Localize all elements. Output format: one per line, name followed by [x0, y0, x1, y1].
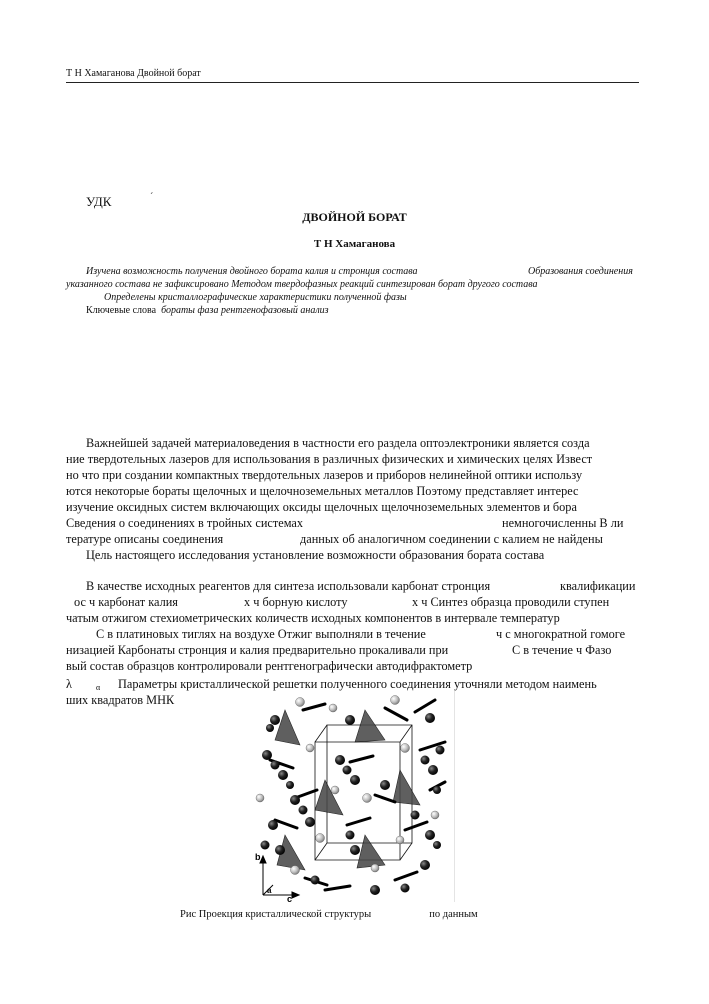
abstract-line-3: Определены кристаллографические характеристики полученной фазы: [104, 292, 407, 303]
body-p1-line-7b: данных об аналогичном соединении с калием не найдены: [300, 532, 603, 546]
body-p2-line-5b: С в течение ч Фазо: [512, 643, 612, 657]
body-p1-line-4: ются некоторые бораты щелочных и щелочноземельных металлов Поэтому представляет интерес: [66, 484, 579, 498]
udk-label: УДК: [86, 194, 112, 209]
body-p1-line-3: но что при создании компактных твердотельных лазеров и приборов нелинейной оптики использу: [66, 468, 583, 482]
abstract-line-2: указанного состава не зафиксировано Методом твердофазных реакций синтезирован борат другого состава: [66, 279, 538, 290]
body-p1-line-7a: тературе описаны соединения: [66, 532, 224, 546]
udk-mark: ´: [150, 192, 154, 203]
alpha-subscript: α: [96, 683, 101, 692]
abstract-line-1b: Образования соединения: [528, 266, 633, 277]
body-p2-line-8: ших квадратов МНК: [66, 693, 175, 707]
body-p1-line-2: ние твердотельных лазеров для использования в различных физических и химических целях Извест: [66, 452, 593, 466]
crystal-structure-figure: [255, 690, 455, 902]
figure-caption: [180, 909, 478, 920]
figure-caption-a: Рис Проекция кристаллической структуры: [180, 909, 372, 920]
body-p1-line-8: Цель настоящего исследования установление возможности образования бората состава: [86, 548, 545, 562]
header-rule: [66, 82, 639, 83]
keywords-text: бораты фаза рентгенофазовый анализ: [161, 305, 329, 316]
running-head: Т Н Хамаганова Двойной борат: [66, 68, 201, 79]
borate-triangles: [275, 710, 420, 870]
lambda-symbol: λ: [66, 677, 72, 691]
paper-author: Т Н Хамаганова: [313, 238, 396, 250]
paper-title: ДВОЙНОЙ БОРАТ: [302, 210, 407, 224]
body-p1-line-6b: немногочисленны В ли: [502, 516, 624, 530]
body-p1-line-5: изучение оксидных систем включающих оксиды щелочных щелочноземельных элементов и бора: [66, 500, 577, 514]
body-p2-line-4b: ч с многократной гомоге: [496, 627, 626, 641]
body-p2-line-6: вый состав образцов контролировали рентгенографически автодифрактометр: [66, 659, 473, 673]
body-p2-line-7: Параметры кристаллической решетки полученного соединения уточняли методом наимень: [118, 677, 597, 691]
unit-cell-outline: [315, 690, 455, 902]
body-p2-line-3: чатым отжигом стехиометрических количеств исходных компонентов в интервале температур: [66, 611, 560, 625]
axis-label-c: c: [287, 894, 293, 902]
keywords-label: Ключевые слова: [86, 305, 157, 316]
axis-label-b: b: [255, 852, 261, 862]
body-p2-line-5a: низацией Карбонаты стронция и калия предварительно прокаливали при: [66, 643, 449, 657]
axis-label-a: a: [267, 886, 272, 895]
body-p2-line-2b: х ч борную кислоту: [244, 595, 348, 609]
body-p2-line-1b: квалификации: [560, 579, 636, 593]
body-p2-line-4a: С в платиновых тиглях на воздухе Отжиг выполняли в течение: [96, 627, 426, 641]
body-p2-line-2a: ос ч карбонат калия: [74, 595, 178, 609]
abstract-line-1a: Изучена возможность получения двойного бората калия и стронция состава: [86, 266, 418, 277]
figure-caption-b: по данным: [429, 909, 478, 920]
body-p2-line-1a: В качестве исходных реагентов для синтеза использовали карбонат стронция: [86, 579, 491, 593]
body-p2-line-2c: х ч Синтез образца проводили ступен: [412, 595, 610, 609]
body-p1-line-1: Важнейшей задачей материаловедения в частности его раздела оптоэлектроники является созда: [86, 436, 590, 450]
keywords-line: [86, 305, 329, 316]
body-p1-line-6a: Сведения о соединениях в тройных системах: [66, 516, 304, 530]
